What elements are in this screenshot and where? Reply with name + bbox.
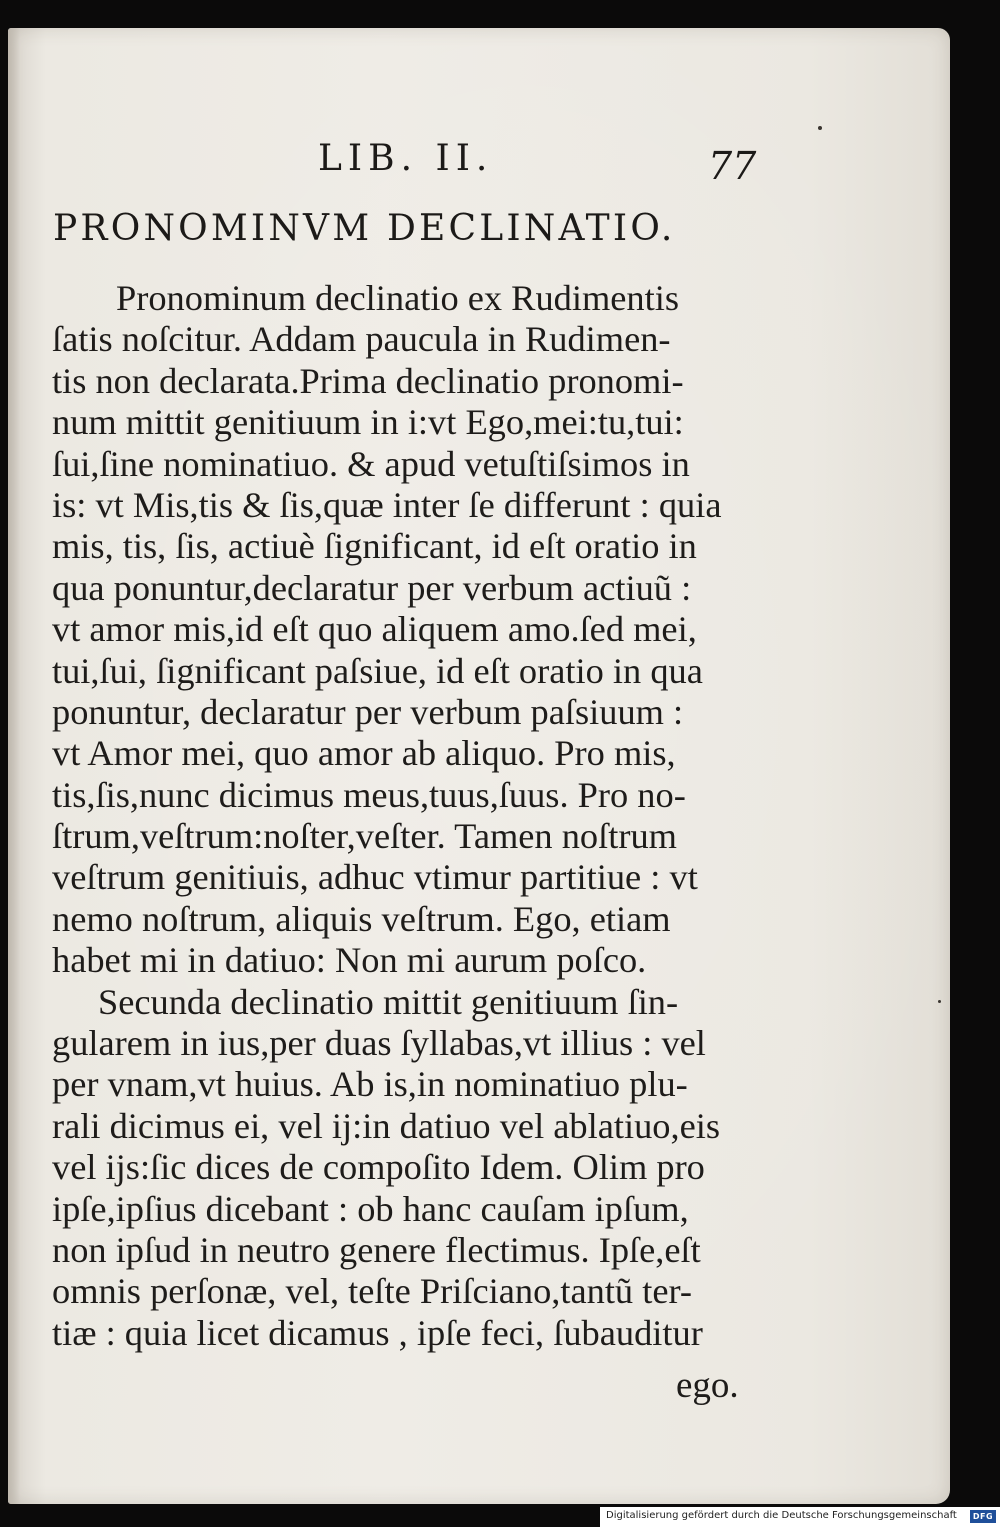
- text-line: rali dicimus ei, vel ij:in datiuo vel ablatiuo,eis: [52, 1105, 721, 1146]
- text-line: is: vt Mis,tis & ſis,quæ inter ſe differunt : quia: [52, 484, 722, 525]
- text-line: Pronominum declinatio ex Rudimentis: [116, 278, 679, 318]
- text-line: ſui,ſine nominatiuo. & apud vetuſtiſsimos in: [52, 443, 690, 484]
- text-line: tui,ſui, ſignificant paſsiue, id eſt oratio in qua: [52, 650, 703, 691]
- dfg-logo: DFG: [970, 1510, 996, 1523]
- page-header: [8, 134, 950, 194]
- section-title: PRONOMINVM DECLINATIO.: [53, 208, 676, 249]
- text-line: non ipſud in neutro genere flectimus. Ipſe,eſt: [52, 1229, 701, 1270]
- text-line: omnis perſonæ, vel, teſte Priſciano,tantũ ter-: [52, 1271, 692, 1312]
- text-line: habet mi in datiuo: Non mi aurum poſco.: [52, 940, 647, 981]
- text-line: vt Amor mei, quo amor ab aliquo. Pro mis,: [52, 733, 676, 774]
- text-line: tis,ſis,nunc dicimus meus,tuus,ſuus. Pro no-: [52, 774, 686, 815]
- digitization-footer: [600, 1507, 1000, 1527]
- book-page: [8, 28, 950, 1504]
- text-line: mis, tis, ſis, actiuè ſignificant, id eſt oratio in: [52, 526, 697, 567]
- text-line: Secunda declinatio mittit genitiuum ſin-: [98, 981, 679, 1022]
- text-line: tiæ : quia licet dicamus , ipſe feci, ſubauditur: [52, 1312, 703, 1353]
- ink-speck: [938, 1000, 941, 1003]
- funding-credit: Digitalisierung gefördert durch die Deutsche Forschungsgemeinschaft: [606, 1510, 957, 1521]
- text-line: tis non declarata.Prima declinatio pronomi-: [52, 360, 684, 401]
- running-head: LIB. II.: [318, 138, 494, 179]
- page-number: 77: [708, 144, 757, 188]
- ink-speck: [818, 126, 822, 130]
- text-line: vel ijs:ſic dices de compoſito Idem. Olim pro: [52, 1147, 705, 1188]
- text-line: ſatis noſcitur. Addam paucula in Rudimen-: [52, 319, 671, 360]
- catchword: ego.: [676, 1365, 739, 1406]
- text-line: gularem in ius,per duas ſyllabas,vt illius : vel: [52, 1023, 706, 1064]
- text-line: num mittit genitiuum in i:vt Ego,mei:tu,tui:: [52, 402, 684, 443]
- page-gutter-edge: [8, 28, 20, 1504]
- text-line: nemo noſtrum, aliquis veſtrum. Ego, etiam: [52, 898, 671, 939]
- text-line: ſtrum,veſtrum:noſter,veſter. Tamen noſtrum: [52, 816, 677, 857]
- text-line: veſtrum genitiuis, adhuc vtimur partitiue : vt: [52, 857, 698, 898]
- text-line: qua ponuntur,declaratur per verbum actiuũ :: [52, 567, 692, 608]
- text-line: per vnam,vt huius. Ab is,in nominatiuo plu-: [52, 1064, 688, 1105]
- text-line: ponuntur, declaratur per verbum paſsiuum :: [52, 691, 684, 732]
- text-line: ipſe,ipſius dicebant : ob hanc cauſam ipſum,: [52, 1188, 689, 1229]
- body-text: [52, 278, 772, 1354]
- text-line: vt amor mis,id eſt quo aliquem amo.ſed mei,: [52, 609, 697, 650]
